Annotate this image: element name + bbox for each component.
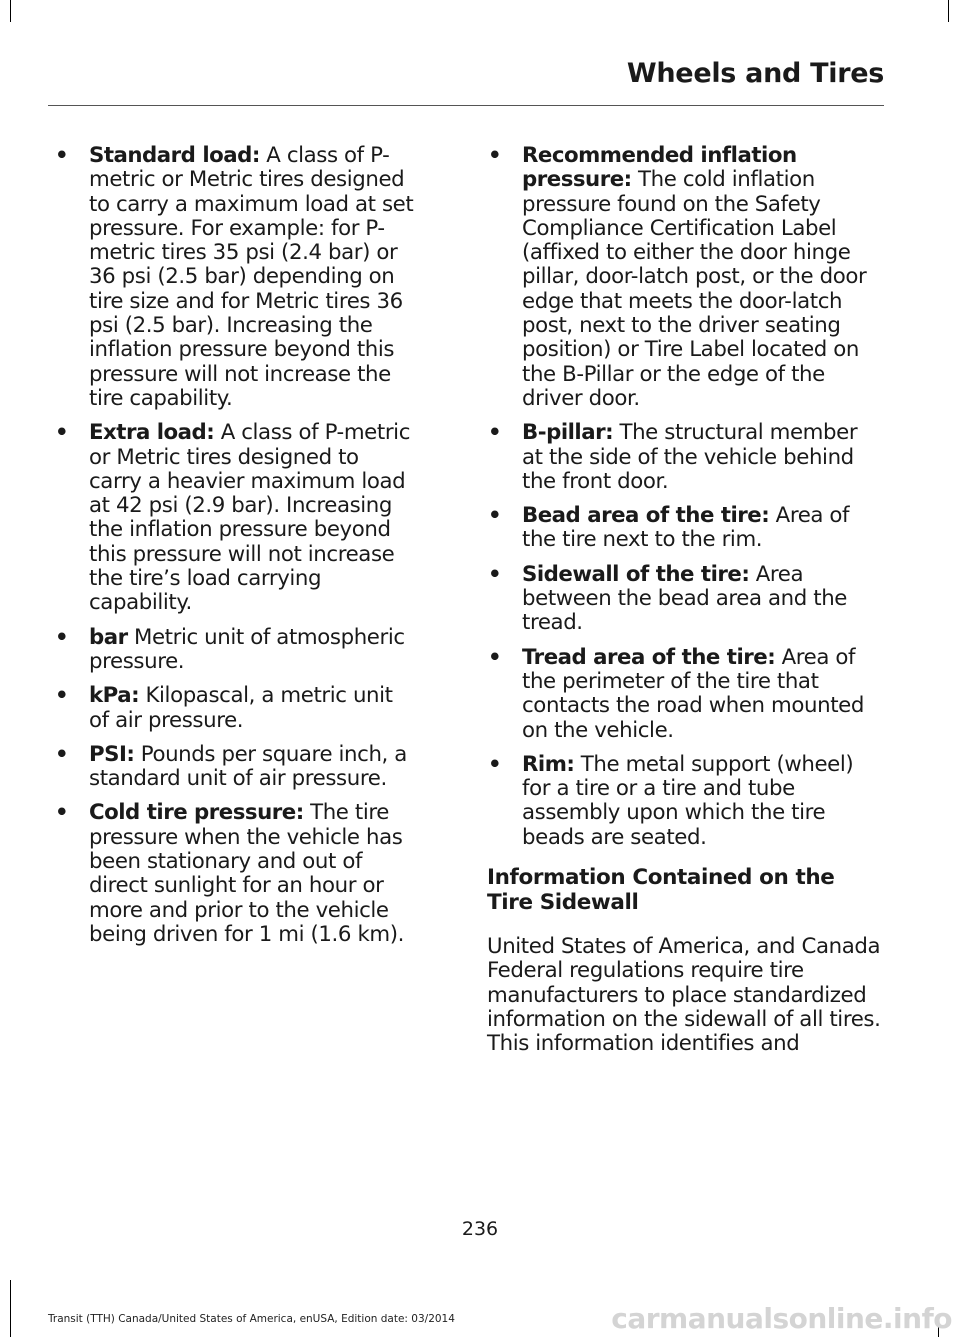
bullet: •: [55, 741, 69, 767]
left-definition-list: [52, 144, 414, 947]
definition: The structural member at the side of the vehicle behind the front door.: [522, 420, 858, 494]
bullet: •: [55, 624, 69, 650]
definition: Metric unit of atmospheric pressure.: [89, 624, 405, 674]
definition: The metal support (wheel) for a tire or a tire and tube assembly upon which the tire beads are seated.: [522, 751, 854, 850]
term: Standard load:: [89, 143, 260, 168]
bullet: •: [55, 683, 69, 709]
definition: The cold inflation pressure found on the Safety Compliance Certification Label (affixed to either the door hinge pillar, door-latch post, or the door edge that meets the door-latch post, next to the driver seating position) or Tire Label located on the B-Pillar or the edge of the driver door.: [522, 167, 867, 411]
bullet: •: [488, 751, 502, 777]
list-item: [52, 144, 414, 411]
list-item: [52, 626, 414, 675]
definition: Area between the bead area and the tread.: [522, 561, 847, 636]
bullet: •: [488, 561, 502, 587]
list-item: [485, 563, 881, 636]
bullet: •: [55, 800, 69, 826]
term: Recommended inflation pressure:: [522, 143, 797, 193]
term: kPa:: [89, 683, 140, 709]
term: Cold tire pressure:: [89, 800, 304, 826]
page-number: 236: [461, 1218, 499, 1240]
page-title: Wheels and Tires: [626, 58, 884, 89]
term: PSI:: [89, 741, 135, 767]
title-rule: [48, 105, 884, 106]
term: Tread area of the tire:: [522, 644, 776, 670]
bullet: •: [55, 420, 69, 446]
term: Sidewall of the tire:: [522, 561, 750, 587]
left-column: [52, 144, 414, 957]
list-item: [485, 144, 881, 411]
footer-text: Transit (TTH) Canada/United States of America, enUSA, Edition date: 03/2014: [48, 1313, 455, 1325]
list-item: [52, 801, 414, 947]
definition: Pounds per square inch, a standard unit of air pressure.: [89, 741, 407, 792]
list-item: [485, 646, 881, 743]
section-paragraph: United States of America, and Canada Federal regulations require tire manufacturers to place standardized information on the sidewall of all tires. This information identifies and: [487, 934, 881, 1057]
term: Extra load:: [89, 420, 215, 446]
bullet: •: [488, 503, 502, 529]
list-item: [52, 421, 414, 615]
bullet: •: [488, 420, 502, 446]
definition: Kilopascal, a metric unit of air pressure.: [89, 683, 393, 733]
list-item: [485, 421, 881, 494]
right-column: [485, 144, 881, 1057]
section-heading: Information Contained on the Tire Sidewall: [487, 865, 835, 915]
definition: The tire pressure when the vehicle has been stationary and out of direct sunlight for an hour or more and prior to the vehicle being driven for 1 mi (1.6 km).: [89, 800, 404, 947]
term: B-pillar:: [522, 420, 614, 446]
definition: A class of P-metric or Metric tires designed to carry a heavier maximum load at 42 psi (2.9 bar). Increasing the inflation pressure beyond this pressure will not increase the tire’s load carrying capability.: [89, 420, 411, 616]
right-definition-list: [485, 144, 881, 850]
bullet: •: [488, 143, 502, 168]
list-item: [52, 684, 414, 733]
definition: Area of the perimeter of the tire that contacts the road when mounted on the vehicle.: [522, 644, 864, 743]
list-item: [52, 743, 414, 792]
term: Bead area of the tire:: [522, 503, 770, 529]
crop-mark-top-left: [10, 0, 11, 22]
term: Rim:: [522, 751, 575, 777]
bullet: •: [488, 644, 502, 670]
definition: Area of the tire next to the rim.: [522, 503, 850, 553]
list-item: [485, 504, 881, 553]
list-item: [485, 753, 881, 850]
crop-mark-top-right: [948, 0, 949, 22]
crop-mark-bottom-left: [10, 1280, 11, 1337]
term: bar: [89, 624, 128, 650]
definition: A class of P-metric or Metric tires designed to carry a maximum load at set pressure. For example: for P-metric tires 35 psi (2.4 bar) or 36 psi (2.5 bar) depending on tire size and for Metric tires 36 psi (2.5 bar). Increasing the inflation pressure beyond this pressure will not increase the tire capability.: [89, 143, 414, 411]
watermark: carmanualsonline.info: [611, 1302, 952, 1335]
bullet: •: [55, 143, 69, 168]
